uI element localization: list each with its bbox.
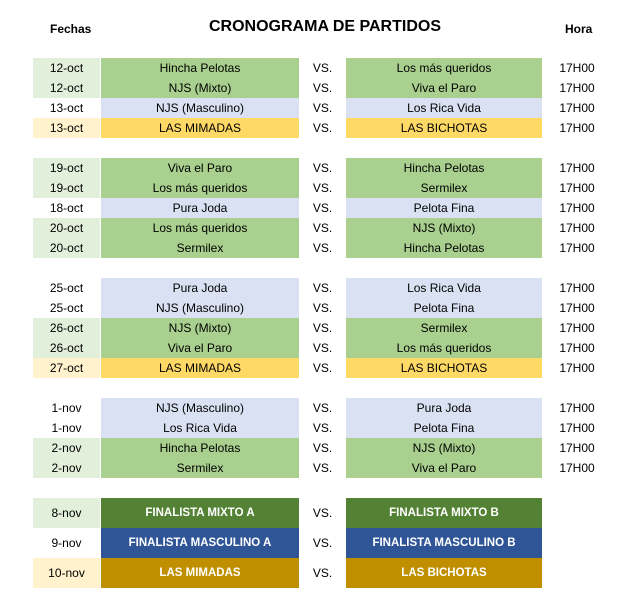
- versus-label: VS.: [312, 121, 333, 135]
- final-date: 8-nov: [33, 498, 100, 528]
- home-team: Pura Joda: [101, 198, 299, 219]
- away-team: Viva el Paro: [346, 458, 542, 479]
- versus-label: VS.: [312, 181, 333, 195]
- final-row: [0, 558, 644, 588]
- versus-label: VS.: [312, 341, 333, 355]
- away-team: Los Rica Vida: [346, 278, 542, 299]
- final-home-team: FINALISTA MASCULINO A: [101, 528, 299, 558]
- versus-label: VS.: [312, 241, 333, 255]
- versus-label: VS.: [312, 61, 333, 75]
- away-team: LAS BICHOTAS: [346, 358, 542, 379]
- match-row: [0, 98, 644, 118]
- versus-label: VS.: [312, 221, 333, 235]
- final-away-team: FINALISTA MIXTO B: [346, 498, 542, 528]
- match-row: [0, 158, 644, 178]
- match-date: 25-oct: [33, 278, 100, 299]
- away-team: Pelota Fina: [346, 418, 542, 439]
- match-row: [0, 238, 644, 258]
- home-team: Los Rica Vida: [101, 418, 299, 439]
- final-row: [0, 498, 644, 528]
- match-time: 17H00: [559, 401, 595, 415]
- away-team: Sermilex: [346, 318, 542, 339]
- final-home-team: FINALISTA MIXTO A: [101, 498, 299, 528]
- final-away-team: LAS BICHOTAS: [346, 558, 542, 588]
- match-time: 17H00: [559, 161, 595, 175]
- home-team: NJS (Masculino): [101, 398, 299, 419]
- match-date: 1-nov: [33, 398, 100, 419]
- match-time: 17H00: [559, 281, 595, 295]
- home-team: Sermilex: [101, 458, 299, 479]
- versus-label: VS.: [312, 101, 333, 115]
- match-row: [0, 338, 644, 358]
- match-time: 17H00: [559, 61, 595, 75]
- away-team: Los más queridos: [346, 58, 542, 79]
- match-row: [0, 318, 644, 338]
- match-row: [0, 438, 644, 458]
- match-row: [0, 398, 644, 418]
- match-date: 13-oct: [33, 118, 100, 139]
- home-team: NJS (Mixto): [101, 78, 299, 99]
- versus-label: VS.: [312, 321, 333, 335]
- final-date: 10-nov: [33, 558, 100, 588]
- home-team: Los más queridos: [101, 178, 299, 199]
- match-time: 17H00: [559, 341, 595, 355]
- match-date: 27-oct: [33, 358, 100, 379]
- away-team: Los más queridos: [346, 338, 542, 359]
- match-time: 17H00: [559, 181, 595, 195]
- final-home-team: LAS MIMADAS: [101, 558, 299, 588]
- match-date: 2-nov: [33, 438, 100, 459]
- home-team: Pura Joda: [101, 278, 299, 299]
- match-time: 17H00: [559, 441, 595, 455]
- versus-label: VS.: [312, 461, 333, 475]
- match-time: 17H00: [559, 421, 595, 435]
- fechas-header: Fechas: [50, 22, 92, 36]
- match-date: 18-oct: [33, 198, 100, 219]
- away-team: Viva el Paro: [346, 78, 542, 99]
- match-row: [0, 458, 644, 478]
- match-row: [0, 358, 644, 378]
- home-team: Viva el Paro: [101, 338, 299, 359]
- away-team: LAS BICHOTAS: [346, 118, 542, 139]
- match-date: 19-oct: [33, 158, 100, 179]
- home-team: Hincha Pelotas: [101, 58, 299, 79]
- away-team: NJS (Mixto): [346, 218, 542, 239]
- match-row: [0, 118, 644, 138]
- match-row: [0, 298, 644, 318]
- match-date: 26-oct: [33, 318, 100, 339]
- match-time: 17H00: [559, 321, 595, 335]
- match-row: [0, 418, 644, 438]
- match-date: 12-oct: [33, 58, 100, 79]
- versus-label: VS.: [312, 301, 333, 315]
- match-time: 17H00: [559, 121, 595, 135]
- home-team: LAS MIMADAS: [101, 358, 299, 379]
- home-team: Viva el Paro: [101, 158, 299, 179]
- match-time: 17H00: [559, 81, 595, 95]
- versus-label: VS.: [312, 421, 333, 435]
- match-time: 17H00: [559, 201, 595, 215]
- away-team: Los Rica Vida: [346, 98, 542, 119]
- match-time: 17H00: [559, 221, 595, 235]
- page-title: CRONOGRAMA DE PARTIDOS: [209, 18, 441, 35]
- match-time: 17H00: [559, 361, 595, 375]
- versus-label: VS.: [312, 441, 333, 455]
- versus-label: VS.: [312, 401, 333, 415]
- match-date: 25-oct: [33, 298, 100, 319]
- match-row: [0, 178, 644, 198]
- final-date: 9-nov: [33, 528, 100, 558]
- match-date: 12-oct: [33, 78, 100, 99]
- match-date: 2-nov: [33, 458, 100, 479]
- home-team: NJS (Mixto): [101, 318, 299, 339]
- match-time: 17H00: [559, 241, 595, 255]
- versus-label: VS.: [312, 566, 333, 580]
- versus-label: VS.: [312, 536, 333, 550]
- home-team: Sermilex: [101, 238, 299, 259]
- match-time: 17H00: [559, 101, 595, 115]
- match-row: [0, 278, 644, 298]
- home-team: LAS MIMADAS: [101, 118, 299, 139]
- versus-label: VS.: [312, 281, 333, 295]
- match-date: 13-oct: [33, 98, 100, 119]
- match-date: 1-nov: [33, 418, 100, 439]
- away-team: Sermilex: [346, 178, 542, 199]
- home-team: Hincha Pelotas: [101, 438, 299, 459]
- match-date: 26-oct: [33, 338, 100, 359]
- versus-label: VS.: [312, 161, 333, 175]
- final-away-team: FINALISTA MASCULINO B: [346, 528, 542, 558]
- home-team: NJS (Masculino): [101, 298, 299, 319]
- away-team: Pura Joda: [346, 398, 542, 419]
- match-date: 19-oct: [33, 178, 100, 199]
- hora-header: Hora: [565, 22, 593, 36]
- match-row: [0, 58, 644, 78]
- home-team: NJS (Masculino): [101, 98, 299, 119]
- match-row: [0, 78, 644, 98]
- versus-label: VS.: [312, 506, 333, 520]
- away-team: Hincha Pelotas: [346, 238, 542, 259]
- final-row: [0, 528, 644, 558]
- away-team: Pelota Fina: [346, 198, 542, 219]
- versus-label: VS.: [312, 81, 333, 95]
- away-team: Hincha Pelotas: [346, 158, 542, 179]
- away-team: NJS (Mixto): [346, 438, 542, 459]
- match-date: 20-oct: [33, 218, 100, 239]
- away-team: Pelota Fina: [346, 298, 542, 319]
- match-row: [0, 218, 644, 238]
- match-time: 17H00: [559, 301, 595, 315]
- match-time: 17H00: [559, 461, 595, 475]
- match-date: 20-oct: [33, 238, 100, 259]
- versus-label: VS.: [312, 201, 333, 215]
- match-row: [0, 198, 644, 218]
- versus-label: VS.: [312, 361, 333, 375]
- home-team: Los más queridos: [101, 218, 299, 239]
